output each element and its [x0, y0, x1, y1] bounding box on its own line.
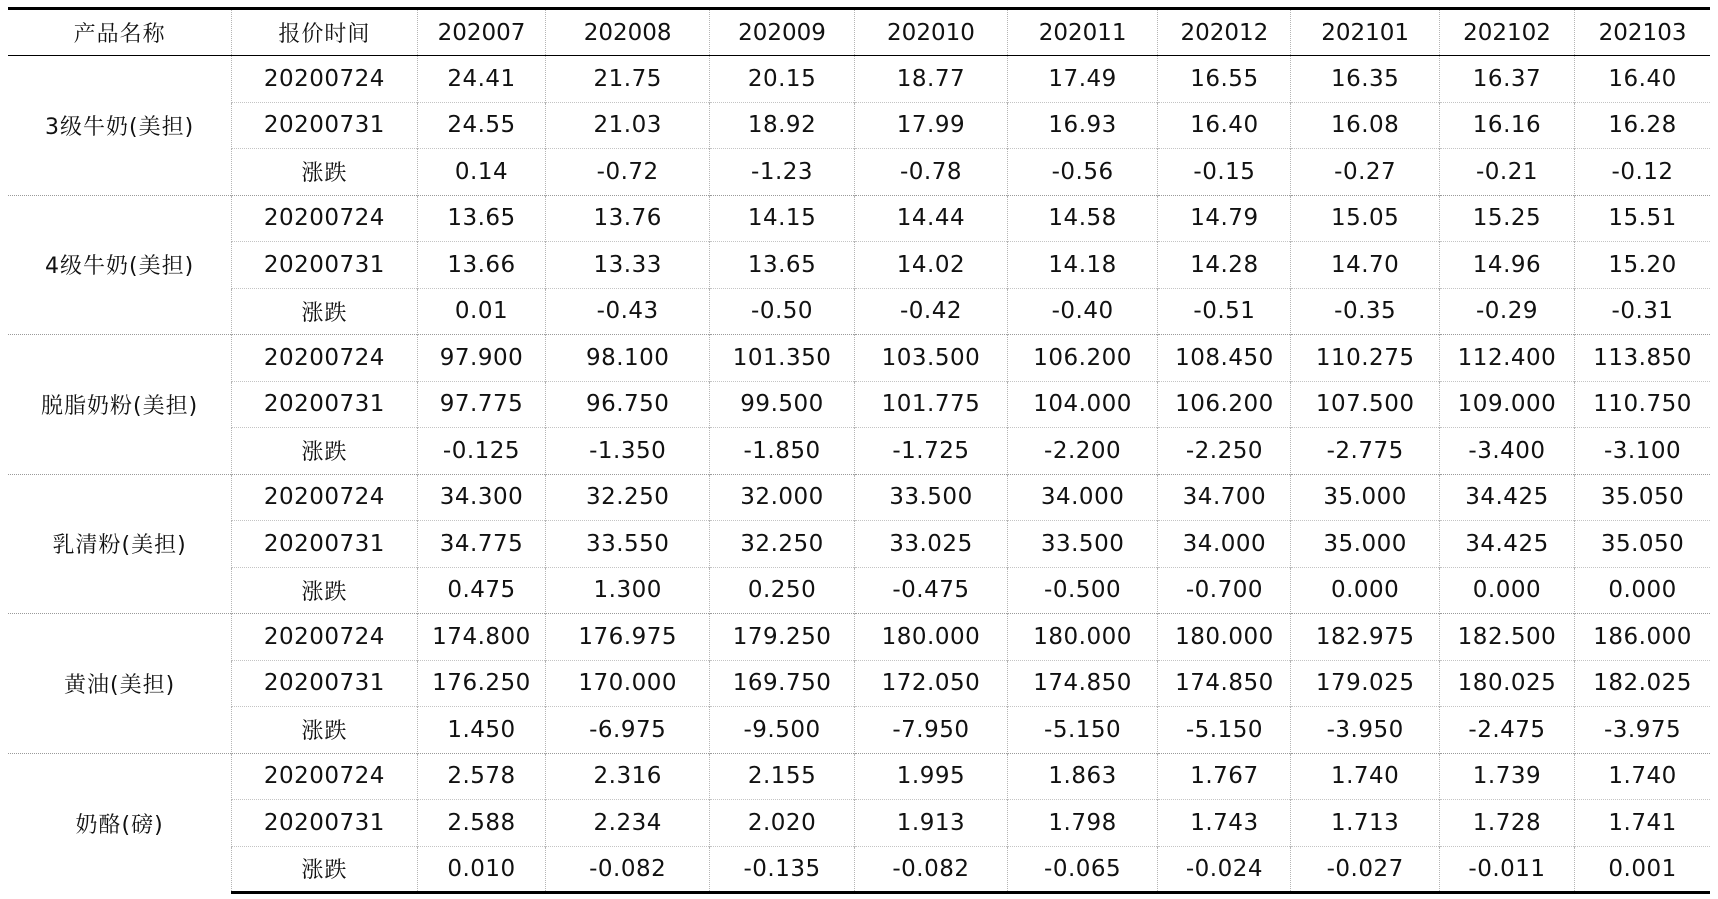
- price-value-cell: 15.51: [1575, 195, 1710, 242]
- price-value-cell: 1.740: [1291, 753, 1439, 800]
- price-value-cell: 182.975: [1291, 614, 1439, 661]
- price-value-cell: 33.500: [1007, 521, 1158, 568]
- price-value-cell: 98.100: [546, 335, 710, 382]
- price-value-cell: 1.740: [1575, 753, 1710, 800]
- price-value-cell: -0.011: [1439, 846, 1574, 893]
- price-value-cell: 170.000: [546, 660, 710, 707]
- table-row: [8, 335, 1710, 382]
- change-label-cell: 涨跌: [232, 846, 417, 893]
- price-value-cell: -2.200: [1007, 428, 1158, 475]
- price-value-cell: -0.065: [1007, 846, 1158, 893]
- price-value-cell: 2.578: [417, 753, 546, 800]
- table-row: [8, 149, 1710, 196]
- header-month: 202010: [855, 9, 1008, 56]
- price-value-cell: 1.913: [855, 800, 1008, 847]
- price-value-cell: 35.050: [1575, 521, 1710, 568]
- quote-date-cell: 20200724: [232, 56, 417, 103]
- price-value-cell: 96.750: [546, 381, 710, 428]
- table-row: [8, 381, 1710, 428]
- price-value-cell: 1.728: [1439, 800, 1574, 847]
- price-value-cell: 33.025: [855, 521, 1008, 568]
- price-value-cell: 21.75: [546, 56, 710, 103]
- price-value-cell: -2.775: [1291, 428, 1439, 475]
- price-value-cell: -6.975: [546, 707, 710, 754]
- price-value-cell: 32.250: [546, 474, 710, 521]
- product-name-cell: 黄油(美担): [8, 614, 232, 754]
- price-value-cell: 106.200: [1007, 335, 1158, 382]
- price-value-cell: 1.741: [1575, 800, 1710, 847]
- price-value-cell: 1.450: [417, 707, 546, 754]
- price-value-cell: 103.500: [855, 335, 1008, 382]
- price-value-cell: 16.35: [1291, 56, 1439, 103]
- price-value-cell: -0.72: [546, 149, 710, 196]
- change-label-cell: 涨跌: [232, 707, 417, 754]
- price-value-cell: -0.29: [1439, 288, 1574, 335]
- price-value-cell: -5.150: [1158, 707, 1291, 754]
- price-value-cell: 16.93: [1007, 102, 1158, 149]
- price-value-cell: 13.33: [546, 242, 710, 289]
- price-value-cell: 20.15: [710, 56, 855, 103]
- price-value-cell: 34.700: [1158, 474, 1291, 521]
- price-value-cell: 176.975: [546, 614, 710, 661]
- price-value-cell: 15.25: [1439, 195, 1574, 242]
- header-month: 202007: [417, 9, 546, 56]
- change-label-cell: 涨跌: [232, 428, 417, 475]
- price-value-cell: -0.082: [855, 846, 1008, 893]
- price-value-cell: 0.250: [710, 567, 855, 614]
- price-value-cell: 179.025: [1291, 660, 1439, 707]
- quote-date-cell: 20200731: [232, 660, 417, 707]
- table-row: [8, 56, 1710, 103]
- price-value-cell: -0.27: [1291, 149, 1439, 196]
- price-value-cell: 112.400: [1439, 335, 1574, 382]
- price-value-cell: 169.750: [710, 660, 855, 707]
- price-value-cell: 101.775: [855, 381, 1008, 428]
- price-value-cell: 16.40: [1158, 102, 1291, 149]
- price-value-cell: 180.025: [1439, 660, 1574, 707]
- price-value-cell: 16.55: [1158, 56, 1291, 103]
- price-value-cell: 2.234: [546, 800, 710, 847]
- price-value-cell: -5.150: [1007, 707, 1158, 754]
- price-value-cell: 0.001: [1575, 846, 1710, 893]
- price-value-cell: -1.350: [546, 428, 710, 475]
- table-row: [8, 800, 1710, 847]
- price-value-cell: 16.40: [1575, 56, 1710, 103]
- price-value-cell: 32.000: [710, 474, 855, 521]
- price-value-cell: 24.41: [417, 56, 546, 103]
- product-name-cell: 乳清粉(美担): [8, 474, 232, 614]
- quote-date-cell: 20200724: [232, 195, 417, 242]
- price-value-cell: 13.65: [417, 195, 546, 242]
- price-value-cell: 21.03: [546, 102, 710, 149]
- price-value-cell: 1.863: [1007, 753, 1158, 800]
- price-value-cell: 0.010: [417, 846, 546, 893]
- price-value-cell: -0.500: [1007, 567, 1158, 614]
- price-value-cell: 17.49: [1007, 56, 1158, 103]
- price-value-cell: -0.700: [1158, 567, 1291, 614]
- price-value-cell: -0.12: [1575, 149, 1710, 196]
- quote-date-cell: 20200731: [232, 381, 417, 428]
- price-value-cell: 101.350: [710, 335, 855, 382]
- price-value-cell: 1.995: [855, 753, 1008, 800]
- price-value-cell: 14.28: [1158, 242, 1291, 289]
- price-value-cell: 16.16: [1439, 102, 1574, 149]
- price-value-cell: 15.05: [1291, 195, 1439, 242]
- price-value-cell: 24.55: [417, 102, 546, 149]
- price-value-cell: 1.739: [1439, 753, 1574, 800]
- price-value-cell: 33.550: [546, 521, 710, 568]
- price-value-cell: 33.500: [855, 474, 1008, 521]
- header-month: 202009: [710, 9, 855, 56]
- price-value-cell: 174.800: [417, 614, 546, 661]
- price-value-cell: 107.500: [1291, 381, 1439, 428]
- price-value-cell: 2.020: [710, 800, 855, 847]
- price-value-cell: 174.850: [1158, 660, 1291, 707]
- price-value-cell: 34.000: [1158, 521, 1291, 568]
- price-value-cell: 14.96: [1439, 242, 1574, 289]
- price-value-cell: 35.050: [1575, 474, 1710, 521]
- price-value-cell: 34.300: [417, 474, 546, 521]
- price-value-cell: 18.92: [710, 102, 855, 149]
- price-value-cell: 110.750: [1575, 381, 1710, 428]
- change-label-cell: 涨跌: [232, 149, 417, 196]
- price-value-cell: 14.15: [710, 195, 855, 242]
- price-value-cell: -0.475: [855, 567, 1008, 614]
- price-value-cell: -0.027: [1291, 846, 1439, 893]
- price-value-cell: 0.000: [1439, 567, 1574, 614]
- price-value-cell: -0.125: [417, 428, 546, 475]
- table-row: [8, 195, 1710, 242]
- price-value-cell: -0.78: [855, 149, 1008, 196]
- price-value-cell: 1.743: [1158, 800, 1291, 847]
- price-value-cell: -0.31: [1575, 288, 1710, 335]
- price-value-cell: 0.01: [417, 288, 546, 335]
- price-value-cell: 16.28: [1575, 102, 1710, 149]
- quote-date-cell: 20200724: [232, 614, 417, 661]
- header-quote-time: 报价时间: [232, 9, 417, 56]
- price-value-cell: 180.000: [855, 614, 1008, 661]
- price-value-cell: -0.42: [855, 288, 1008, 335]
- price-value-cell: -0.51: [1158, 288, 1291, 335]
- price-value-cell: -1.850: [710, 428, 855, 475]
- price-value-cell: 0.14: [417, 149, 546, 196]
- price-value-cell: 2.588: [417, 800, 546, 847]
- price-value-cell: -3.400: [1439, 428, 1574, 475]
- price-value-cell: 14.79: [1158, 195, 1291, 242]
- price-value-cell: 35.000: [1291, 474, 1439, 521]
- price-value-cell: 16.37: [1439, 56, 1574, 103]
- price-value-cell: 0.475: [417, 567, 546, 614]
- table-row: [8, 428, 1710, 475]
- header-month: 202011: [1007, 9, 1158, 56]
- price-value-cell: -2.475: [1439, 707, 1574, 754]
- price-value-cell: 180.000: [1158, 614, 1291, 661]
- quote-date-cell: 20200731: [232, 800, 417, 847]
- price-value-cell: 182.500: [1439, 614, 1574, 661]
- price-value-cell: 186.000: [1575, 614, 1710, 661]
- quote-date-cell: 20200731: [232, 242, 417, 289]
- price-value-cell: -0.135: [710, 846, 855, 893]
- price-value-cell: -0.024: [1158, 846, 1291, 893]
- price-value-cell: -1.23: [710, 149, 855, 196]
- header-row: [8, 9, 1710, 56]
- price-value-cell: 172.050: [855, 660, 1008, 707]
- price-value-cell: 109.000: [1439, 381, 1574, 428]
- product-name-cell: 脱脂奶粉(美担): [8, 335, 232, 475]
- price-value-cell: 17.99: [855, 102, 1008, 149]
- price-value-cell: -7.950: [855, 707, 1008, 754]
- price-value-cell: 13.65: [710, 242, 855, 289]
- price-value-cell: 34.000: [1007, 474, 1158, 521]
- price-value-cell: 14.58: [1007, 195, 1158, 242]
- change-label-cell: 涨跌: [232, 567, 417, 614]
- price-value-cell: 35.000: [1291, 521, 1439, 568]
- price-value-cell: 14.70: [1291, 242, 1439, 289]
- price-value-cell: 1.713: [1291, 800, 1439, 847]
- price-value-cell: -2.250: [1158, 428, 1291, 475]
- header-month: 202101: [1291, 9, 1439, 56]
- price-value-cell: -0.082: [546, 846, 710, 893]
- price-value-cell: 18.77: [855, 56, 1008, 103]
- table-row: [8, 288, 1710, 335]
- price-value-cell: 182.025: [1575, 660, 1710, 707]
- price-value-cell: 106.200: [1158, 381, 1291, 428]
- table-row: [8, 102, 1710, 149]
- product-name-cell: 3级牛奶(美担): [44, 114, 195, 140]
- price-value-cell: 1.300: [546, 567, 710, 614]
- quote-date-cell: 20200731: [232, 102, 417, 149]
- price-value-cell: -3.975: [1575, 707, 1710, 754]
- table-row: [8, 753, 1710, 800]
- price-value-cell: -0.21: [1439, 149, 1574, 196]
- table-row: [8, 242, 1710, 289]
- price-value-cell: 99.500: [710, 381, 855, 428]
- price-value-cell: 34.775: [417, 521, 546, 568]
- price-value-cell: 14.02: [855, 242, 1008, 289]
- price-value-cell: 0.000: [1291, 567, 1439, 614]
- table-row: [8, 846, 1710, 893]
- price-value-cell: 0.000: [1575, 567, 1710, 614]
- quote-date-cell: 20200724: [232, 474, 417, 521]
- price-value-cell: 14.18: [1007, 242, 1158, 289]
- header-month: 202012: [1158, 9, 1291, 56]
- change-label-cell: 涨跌: [232, 288, 417, 335]
- price-value-cell: -0.43: [546, 288, 710, 335]
- table-row: [8, 614, 1710, 661]
- price-value-cell: 180.000: [1007, 614, 1158, 661]
- table-body: [8, 56, 1710, 893]
- price-value-cell: -0.40: [1007, 288, 1158, 335]
- price-value-cell: 13.76: [546, 195, 710, 242]
- price-value-cell: 1.767: [1158, 753, 1291, 800]
- price-value-cell: -9.500: [710, 707, 855, 754]
- price-value-cell: 32.250: [710, 521, 855, 568]
- price-value-cell: 14.44: [855, 195, 1008, 242]
- table-row: [8, 660, 1710, 707]
- price-value-cell: 176.250: [417, 660, 546, 707]
- price-value-cell: 97.775: [417, 381, 546, 428]
- price-table: [8, 7, 1710, 894]
- price-value-cell: 110.275: [1291, 335, 1439, 382]
- product-name-cell: 4级牛奶(美担): [8, 195, 232, 335]
- quote-date-cell: 20200731: [232, 521, 417, 568]
- header-product-name: 产品名称: [8, 9, 232, 56]
- table-row: [8, 521, 1710, 568]
- price-value-cell: 2.155: [710, 753, 855, 800]
- product-name-cell: 奶酪(磅): [8, 753, 232, 893]
- quote-date-cell: 20200724: [232, 335, 417, 382]
- price-value-cell: 108.450: [1158, 335, 1291, 382]
- price-value-cell: 2.316: [546, 753, 710, 800]
- price-value-cell: -0.50: [710, 288, 855, 335]
- price-value-cell: 1.798: [1007, 800, 1158, 847]
- price-value-cell: 34.425: [1439, 521, 1574, 568]
- price-value-cell: 13.66: [417, 242, 546, 289]
- quote-date-cell: 20200724: [232, 753, 417, 800]
- header-month: 202102: [1439, 9, 1574, 56]
- price-value-cell: -0.15: [1158, 149, 1291, 196]
- header-month: 202103: [1575, 9, 1710, 56]
- price-value-cell: 15.20: [1575, 242, 1710, 289]
- header-month: 202008: [546, 9, 710, 56]
- table-row: [8, 707, 1710, 754]
- price-value-cell: -3.950: [1291, 707, 1439, 754]
- price-value-cell: -3.100: [1575, 428, 1710, 475]
- price-value-cell: 174.850: [1007, 660, 1158, 707]
- price-value-cell: -1.725: [855, 428, 1008, 475]
- price-value-cell: 97.900: [417, 335, 546, 382]
- price-value-cell: 113.850: [1575, 335, 1710, 382]
- price-value-cell: 104.000: [1007, 381, 1158, 428]
- price-value-cell: 34.425: [1439, 474, 1574, 521]
- table-row: [8, 474, 1710, 521]
- price-value-cell: 179.250: [710, 614, 855, 661]
- price-value-cell: 16.08: [1291, 102, 1439, 149]
- price-value-cell: -0.35: [1291, 288, 1439, 335]
- price-value-cell: -0.56: [1007, 149, 1158, 196]
- table-row: [8, 567, 1710, 614]
